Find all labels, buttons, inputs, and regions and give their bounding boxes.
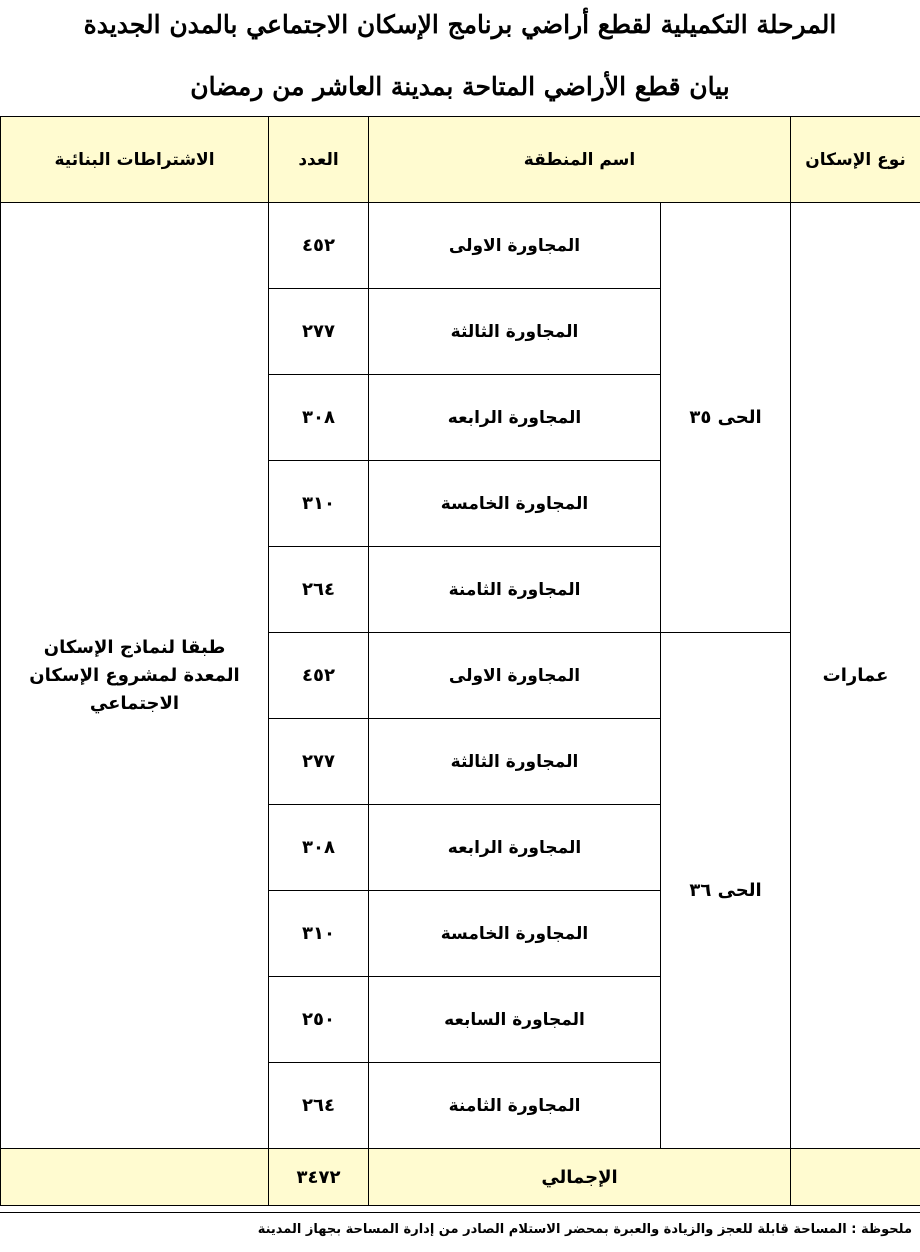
divider <box>0 1212 920 1213</box>
plot-count-cell: ٣١٠ <box>269 891 369 977</box>
area-name-cell: المجاورة الرابعه <box>369 805 661 891</box>
area-name-cell: المجاورة الخامسة <box>369 461 661 547</box>
total-row <box>1 1149 920 1206</box>
area-name-cell: المجاورة الثامنة <box>369 1063 661 1149</box>
header-building-conditions: الاشتراطات البنائية <box>1 117 269 203</box>
header-area-name: اسم المنطقة <box>369 117 791 203</box>
table-row <box>1 203 920 289</box>
plot-count-cell: ٢٧٧ <box>269 289 369 375</box>
area-name-cell: المجاورة الاولى <box>369 633 661 719</box>
header-count: العدد <box>269 117 369 203</box>
housing-type-cell: عمارات <box>791 203 920 1149</box>
plot-count-cell: ٣٠٨ <box>269 805 369 891</box>
table-header-row <box>1 117 920 203</box>
land-plots-table <box>0 116 920 1206</box>
total-count: ٣٤٧٢ <box>269 1149 369 1206</box>
plot-count-cell: ٢٦٤ <box>269 1063 369 1149</box>
plot-count-cell: ٤٥٢ <box>269 633 369 719</box>
header-housing-type: نوع الإسكان <box>791 117 920 203</box>
district-cell: الحى ٣٥ <box>661 203 791 633</box>
footnote: ملحوظة : المساحة قابلة للعجز والزيادة والعبرة بمحضر الاستلام الصادر من إدارة المساحة بجهاز المدينة <box>257 1222 912 1237</box>
title-block <box>0 0 920 116</box>
page-title: المرحلة التكميلية لقطع أراضي برنامج الإسكان الاجتماعي بالمدن الجديدة <box>83 10 837 39</box>
plot-count-cell: ٣٠٨ <box>269 375 369 461</box>
plot-count-cell: ٣١٠ <box>269 461 369 547</box>
table-body <box>1 203 920 1206</box>
area-name-cell: المجاورة الثامنة <box>369 547 661 633</box>
plot-count-cell: ٢٥٠ <box>269 977 369 1063</box>
total-label: الإجمالي <box>369 1149 791 1206</box>
area-name-cell: المجاورة السابعه <box>369 977 661 1063</box>
plot-count-cell: ٢٦٤ <box>269 547 369 633</box>
area-name-cell: المجاورة الرابعه <box>369 375 661 461</box>
plot-count-cell: ٢٧٧ <box>269 719 369 805</box>
area-name-cell: المجاورة الاولى <box>369 203 661 289</box>
plot-count-cell: ٤٥٢ <box>269 203 369 289</box>
district-cell: الحى ٣٦ <box>661 633 791 1149</box>
total-empty-cell <box>1 1149 269 1206</box>
page-subtitle: بيان قطع الأراضي المتاحة بمدينة العاشر من رمضان <box>190 72 730 101</box>
area-name-cell: المجاورة الثالثة <box>369 289 661 375</box>
building-conditions-cell: طبقا لنماذج الإسكان المعدة لمشروع الإسكان الاجتماعي <box>1 203 269 1149</box>
total-empty-cell <box>791 1149 920 1206</box>
area-name-cell: المجاورة الثالثة <box>369 719 661 805</box>
area-name-cell: المجاورة الخامسة <box>369 891 661 977</box>
